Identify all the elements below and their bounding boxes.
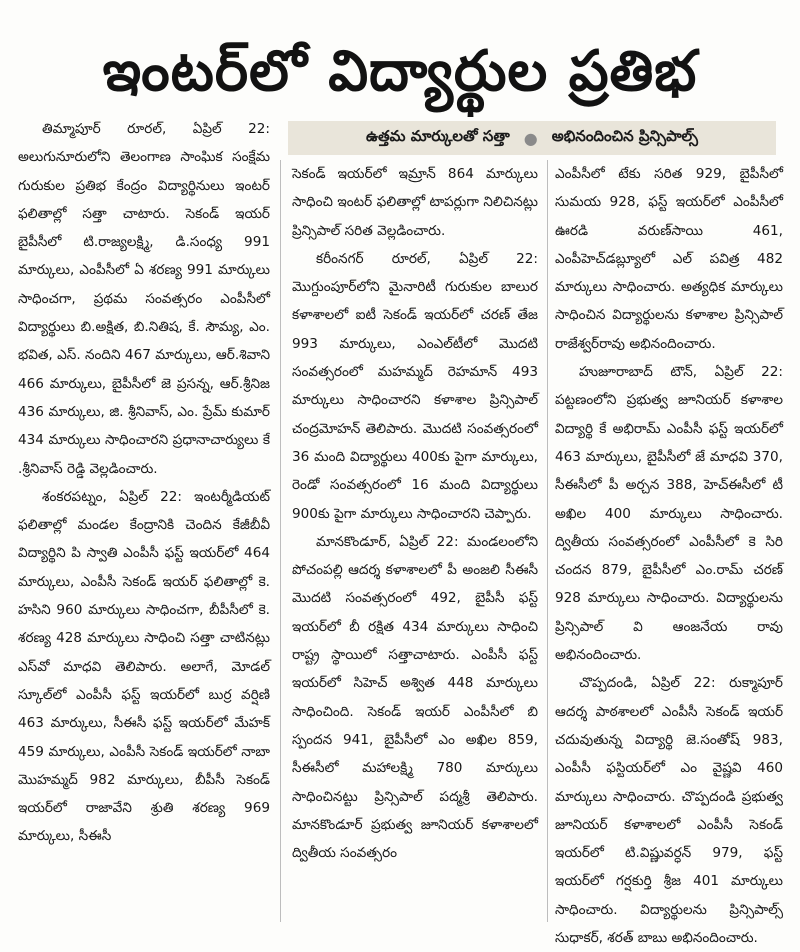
news-item-continuation: సెకండ్ ఇయర్‌లో ఇమ్రాన్ 864 మార్కులు సాధించి ఇంటర్ ఫలితాల్లో టాపర్లుగా నిలిచినట్లు ప్రిన్సిపాల్ సరిత వెల్లడించారు.: [292, 166, 538, 239]
news-item-continuation: ఎంపీసీలో టేకు సరిత 929, బైపీసీలో సుమయ 928, ఫస్ట్ ఇయర్‌లో ఎంపీసీలో ఊరడి వరుణ్‌సాయి 461, ఎంపీహెచ్‌డబ్ల్యూలో ఎల్ పవిత్ర 482 మార్కులు సాధించారు. అత్యధిక మార్కులు సాధించిన విద్యార్థులను కళాశాల ప్రిన్సిపాల్ రాజేశ్వర్‌రావు అభినందించారు.: [555, 166, 783, 352]
news-item-manakondur: మానకొండూర్, ఏప్రిల్ 22: మండలంలోని పోచంపల్లి ఆదర్శ కళాశాలలో పీ అంజలి సీఈసీ మొదటి సంవత్సరంలో 492, బైపీసీ ఫస్ట్ ఇయర్‌లో బీ రక్షిత 434 మార్కులు సాధించి రాష్ట్ర స్థాయిలో సత్తాచాటారు. ఎంపీసీ ఫస్ట్ ఇయర్‌లో సిహెచ్ అశ్విత 448 మార్కులు సాధించింది. సెకండ్ ఇయర్ ఎంపీసీలో బి స్పందన 941, బైపీసీలో ఎం అఖిల 859, సీఈసీలో మహాలక్ష్మి 780 మార్కులు సాధించినట్టు ప్రిన్సిపాల్ పద్మశ్రీ తెలిపారు. మానకొండూర్ ప్రభుత్వ జూనియర్ కళాశాలలో ద్వితీయ సంవత్సరం: [292, 533, 538, 862]
news-item-huzurabad: హుజూరాబాద్ టౌన్, ఏప్రిల్ 22: పట్టణంలోని ప్రభుత్వ జూనియర్ కళాశాల విద్యార్థి కే అభిరామ్ ఎంపీసీ ఫస్ట్ ఇయర్‌లో 463 మార్కులు, బైపీసీలో జే మాధవి 370, సీఈసీలో పీ అర్చన 388, హెచ్ఈసీలో టీ అఖిల 400 మార్కులు సాధించారు. ద్వితీయ సంవత్సరంలో ఎంపీసీలో కె సిరి చందన 879, బైపీసీలో ఎం.రామ్ చరణ్ 928 మార్కులు సాధించారు. విద్యార్థులను ప్రిన్సిపాల్ వి ఆంజనేయ రావు అభినందించారు.: [555, 364, 783, 664]
news-item-shankarapatnam: శంకరపట్నం, ఏప్రిల్ 22: ఇంటర్మీడియట్ ఫలితాల్లో మండల కేంద్రానికి చెందిన కేజీబీవీ విద్యార్థిని పి స్వాతి ఎంపీసీ ఫస్ట్ ఇయర్‌లో 464 మార్కులు, ఎంపీసీ సెకండ్ ఇయర్ ఫలితాల్లో కె. హసిని 960 మార్కులు సాధించగా, బీపీసీలో కె. శరణ్య 428 మార్కులు సాధించి సత్తా చాటినట్లు ఎస్‌వో మాధవి తెలిపారు. అలాగే, మోడల్ స్కూల్‌లో ఎంపీసీ ఫస్ట్ ఇయర్‌లో బుర్ర వర్షిణి 463 మార్కులు, సీఈసీ ఫస్ట్ ఇయర్‌లో మేహక్ 459 మార్కులు, ఎంపీసీ సెకండ్ ఇయర్‌లో నాబా మొహమ్మద్ 982 మార్కులు, బీపీసీ సెకండ్ ఇయర్‌లో రాజావేని శ్రుతి శరణ్య 969 మార్కులు, సీఈసీ: [18, 488, 270, 845]
subhead-secondary: అభినందించిన ప్రిన్సిపాల్స్: [551, 127, 698, 145]
news-item-choppadandi: చొప్పదండి, ఏప్రిల్ 22: రుక్మాపూర్ ఆదర్శ పాఠశాలలో ఎంపీసీ సెకండ్ ఇయర్ చదువుతున్న విద్యార్థి జె.సంతోష్ 983, ఎంపీసీ ఫస్టియర్‌లో ఎం వైష్ణవి 460 మార్కులు సాధించారు. చొప్పదండి ప్రభుత్వ జూనియర్ కళాశాలలో ఎంపీసీ సెకండ్ ఇయర్‌లో టి.విష్ణువర్ధన్ 979, ఫస్ట్ ఇయర్‌లో గర్షకుర్తి శ్రీజ 401 మార్కులు సాధించారు. విద్యార్థులను ప్రిన్సిపాల్స్ సుధాకర్, శరత్ బాబు అభినందించారు.: [555, 675, 783, 947]
text-column-1: [18, 115, 270, 925]
subhead-primary: ఉత్తమ మార్కులతో సత్తా: [366, 127, 510, 145]
column-divider: [547, 160, 548, 922]
article-headline: ఇంటర్‌లో విద్యార్థుల ప్రతిభ: [102, 39, 698, 104]
bullet-dot-icon: ●: [523, 128, 538, 148]
text-column-3: [555, 160, 783, 947]
news-item-karimnagar-rural: కరీంనగర్ రూరల్, ఏప్రిల్ 22: మొగ్దుంపూర్‌లోని మైనారిటీ గురుకుల బాలుర కళాశాలలో ఐటీ సెకండ్ ఇయర్‌లో చరణ్ తేజ 993 మార్కులు, ఎంఎల్‌టీలో మొదటి సంవత్సరంలో మహమ్మద్ రెహమాన్ 493 మార్కులు సాధించారని కళాశాల ప్రిన్సిపాల్ చంద్రమోహన్ తెలిపారు. మొదటి సంవత్సరంలో 36 మంది విద్యార్థులు 400కు పైగా మార్కులు, రెండో సంవత్సరంలో 16 మంది విద్యార్థులు 900కు పైగా మార్కులు సాధించారని చెప్పారు.: [292, 250, 538, 522]
subhead-band: [288, 121, 776, 155]
text-column-2: [292, 160, 538, 925]
column-divider: [280, 160, 281, 922]
news-item-thimmapur: తిమ్మాపూర్ రూరల్, ఏప్రిల్ 22: అలుగునూరులోని తెలంగాణ సాంఘిక సంక్షేమ గురుకుల ప్రతిభ కేంద్రం విద్యార్థినులు ఇంటర్ ఫలితాల్లో సత్తా చాటారు. సెకండ్ ఇయర్ బైపీసీలో టి.రాజ్యలక్ష్మి, డి.సంధ్య 991 మార్కులు, ఎంపీసీలో ఏ శరణ్య 991 మార్కులు సాధించగా, ప్రథమ సంవత్సరం ఎంపీసీలో విద్యార్థులు బి.అక్షిత, బి.నితిష, కే. సౌమ్య, ఎం. భవిత, ఎస్. నందిని 467 మార్కులు, ఆర్.శివాని 466 మార్కులు, బైపీసీలో జె ప్రసన్న, ఆర్.శ్రీనిజ 436 మార్కులు, జి. శ్రీనివాస్, ఎం. ప్రేమ్ కుమార్ 434 మార్కులు సాధించారని ప్రధానాచార్యులు కే .శ్రీనివాస్ రెడ్డి వెల్లడించారు.: [18, 121, 270, 477]
